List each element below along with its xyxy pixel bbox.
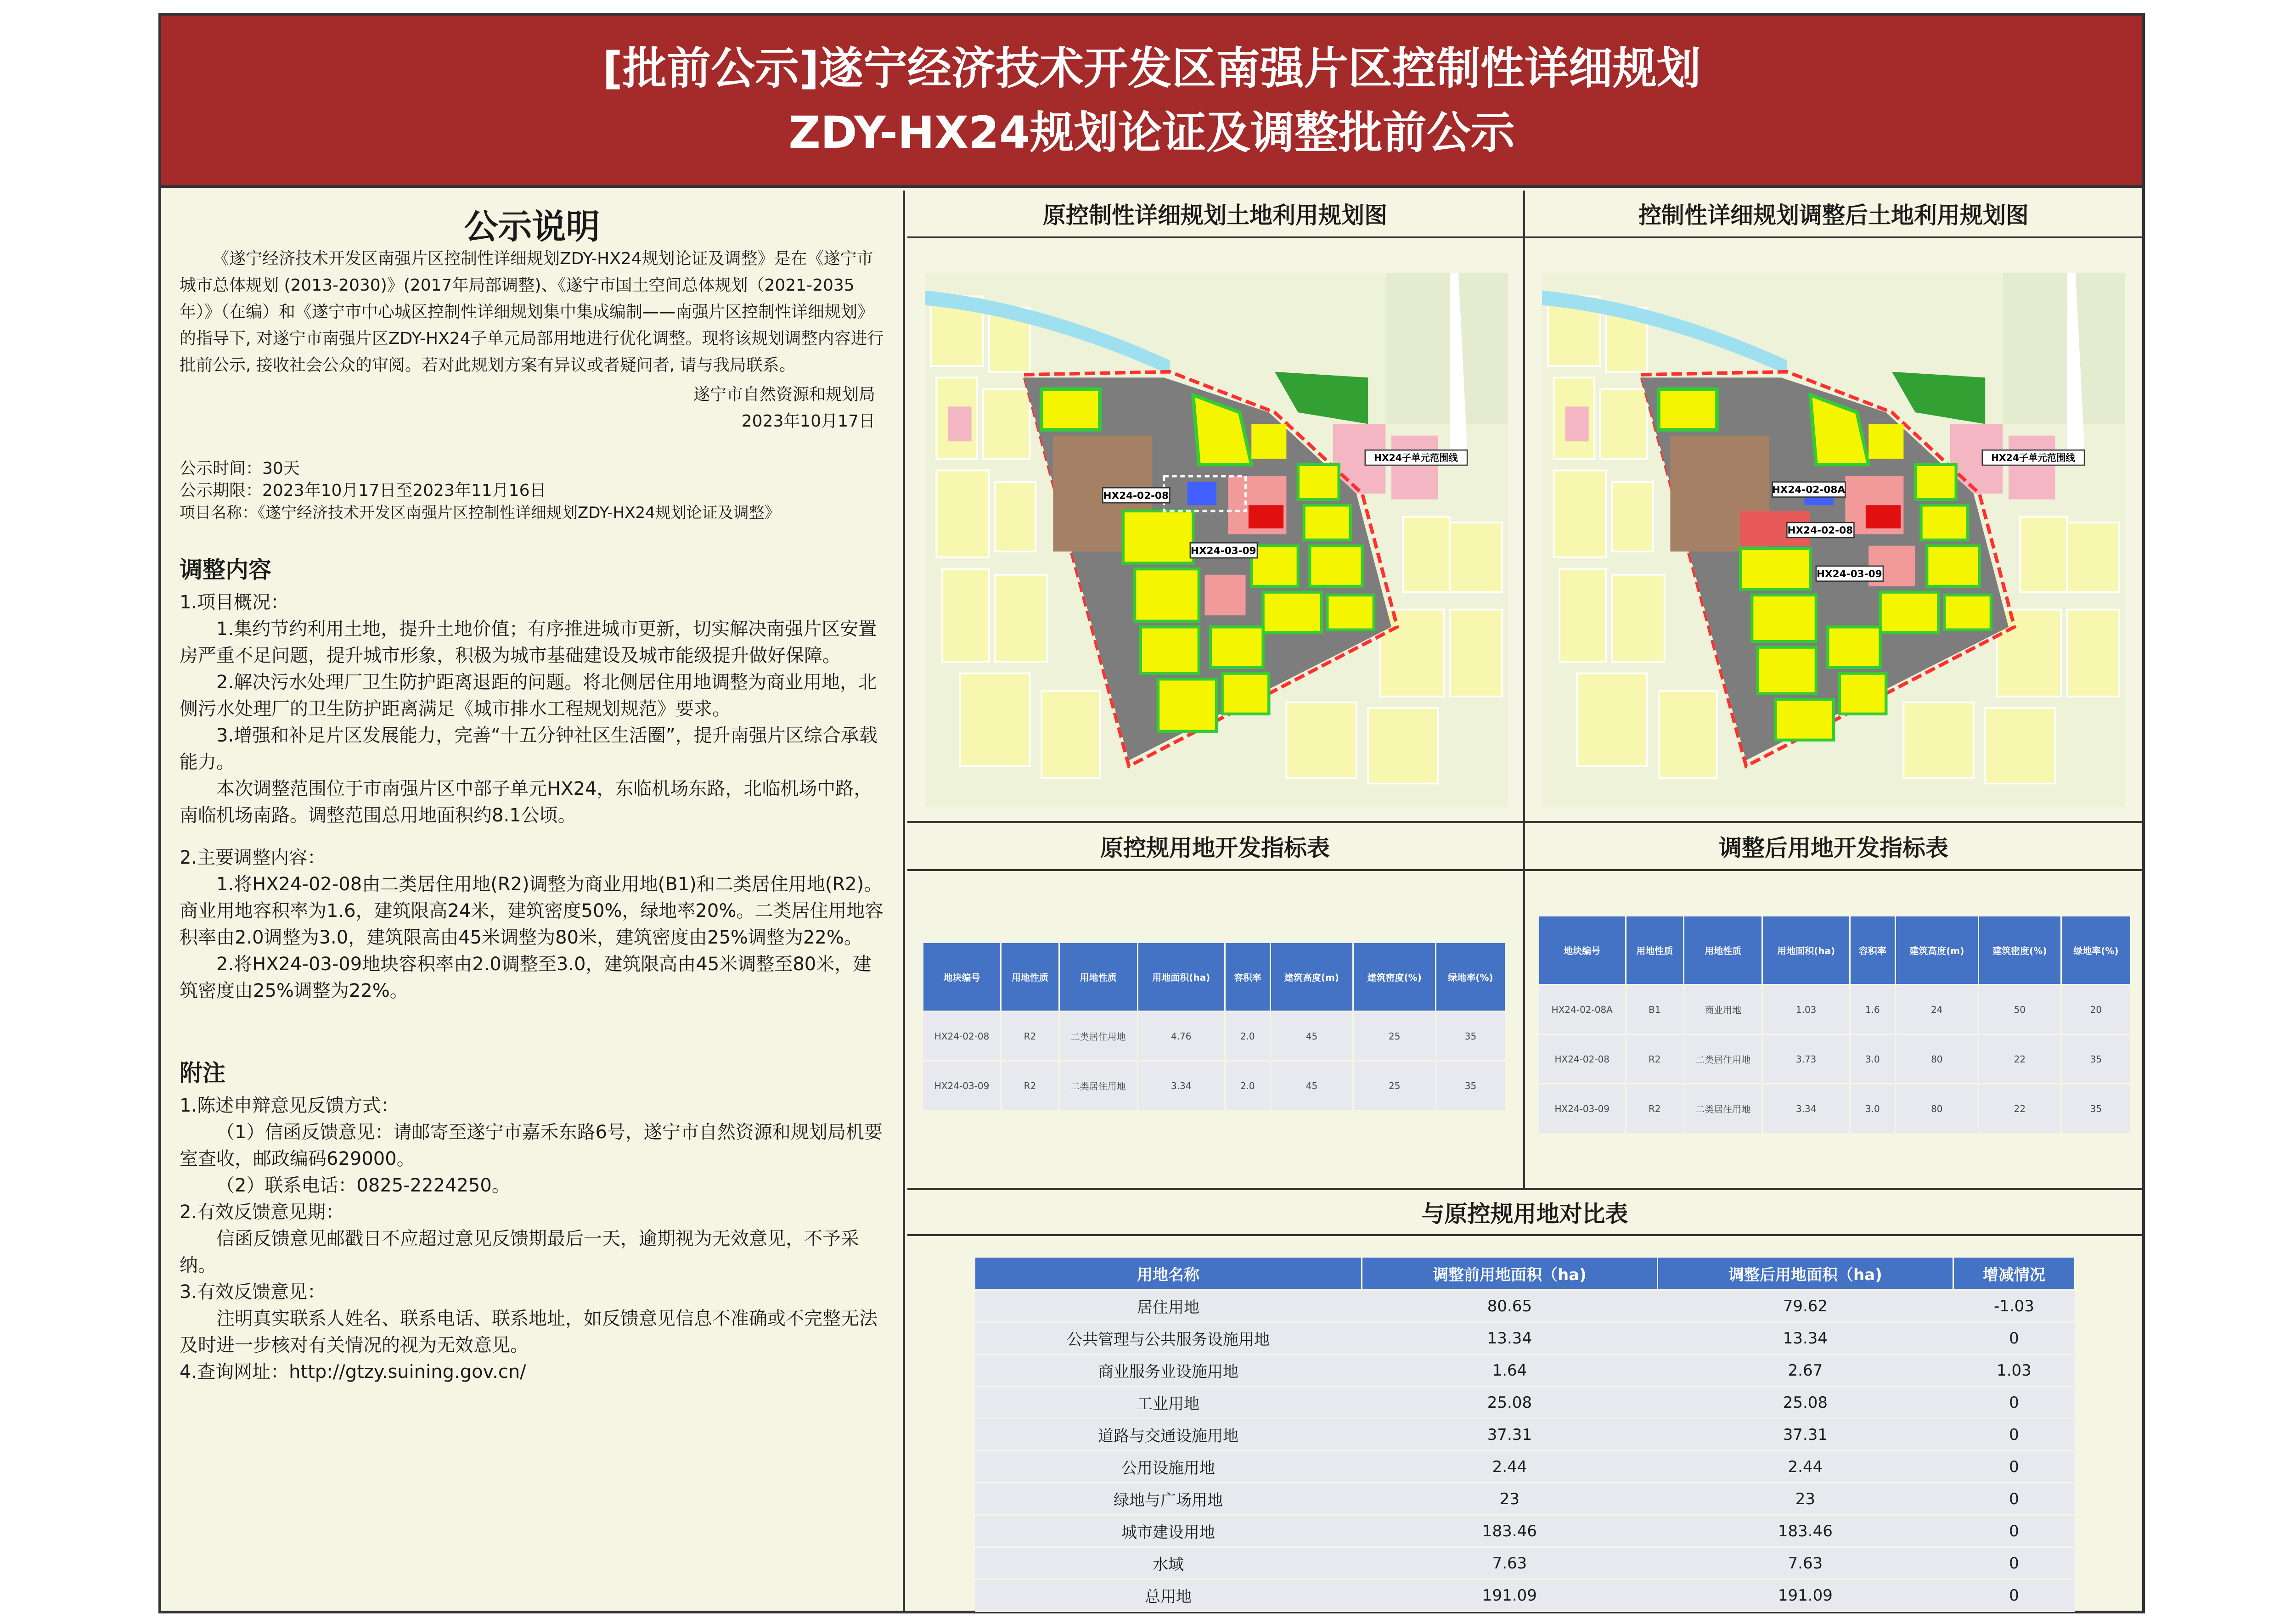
project-name: 项目名称：《遂宁经济技术开发区南强片区控制性详细规划ZDY-HX24规划论证及调整》: [180, 504, 780, 522]
table-row: [975, 1451, 2075, 1483]
overview-title: 1.项目概况：: [180, 592, 289, 613]
table-row: [923, 1061, 1506, 1111]
overview-point: 1.集约节约利用土地，提升土地价值；有序推进城市更新，切实解决南强片区安置房严重不足问题，提升城市形象，积极为城市基础建设及城市能级提升做好保障。: [180, 618, 877, 666]
original-index-title: 原控规用地开发指标表: [907, 823, 1523, 871]
query-url[interactable]: 4.查询网址：http://gtzy.suining.gov.cn/: [180, 1361, 526, 1382]
issue-date: 2023年10月17日: [741, 412, 875, 431]
boundary-label: HX24子单元范围线: [1373, 452, 1458, 464]
table-row: [975, 1515, 2075, 1547]
cell: 3.73: [1762, 1034, 1850, 1084]
cell: R2: [1626, 1084, 1684, 1134]
adjustment-heading: 调整内容: [180, 556, 271, 583]
notice-heading: 公示说明: [464, 207, 600, 247]
cell: R2: [1001, 1011, 1059, 1061]
note-line: 2.有效反馈意见期：: [180, 1202, 344, 1223]
col-header: 增减情况: [1953, 1257, 2075, 1290]
adjusted-index-table: [1538, 915, 2132, 1134]
note-line: 3.有效反馈意见：: [180, 1281, 326, 1303]
cell: 191.09: [1362, 1579, 1657, 1612]
comparison-table: [974, 1256, 2076, 1612]
map-label-original: HX24-03-09: [1190, 545, 1256, 557]
note-line: 1.陈述申辩意见反馈方式：: [180, 1095, 400, 1116]
cell: 20: [2061, 985, 2131, 1034]
cell: -1.03: [1953, 1290, 2075, 1322]
col-header: 绿地率(%): [1436, 943, 1506, 1011]
map-label-original: HX24-02-08: [1103, 490, 1169, 502]
note-line: 信函反馈意见邮戳日不应超过意见反馈期最后一天，逾期视为无效意见，不予采纳。: [180, 1228, 859, 1276]
main-adjust-point: 2.将HX24-03-09地块容积率由2.0调整至3.0，建筑限高由45米调整至80米，建筑密度由25%调整为22%。: [180, 954, 872, 1001]
note-line: 注明真实联系人姓名、联系电话、联系地址，如反馈意见信息不准确或不完整无法及时进一步核对有关情况的视为无效意见。: [180, 1308, 878, 1356]
cell: 0: [1953, 1515, 2075, 1547]
cell: 1.6: [1850, 985, 1895, 1034]
cell: HX24-02-08: [1539, 1034, 1626, 1084]
cell: 绿地与广场用地: [975, 1483, 1362, 1515]
cell: 45: [1270, 1011, 1353, 1061]
cell: 2.44: [1362, 1451, 1657, 1483]
cell: R2: [1001, 1061, 1059, 1111]
map-label-adjusted: HX24-03-09: [1816, 568, 1882, 580]
cell: 总用地: [975, 1579, 1362, 1612]
cell: 23: [1657, 1483, 1953, 1515]
notice-column: [161, 191, 905, 1611]
cell: 工业用地: [975, 1387, 1362, 1419]
note-line: （2）联系电话：0825-2224250。: [216, 1175, 510, 1196]
cell: 公用设施用地: [975, 1451, 1362, 1483]
cell: 35: [1436, 1011, 1506, 1061]
col-header: 地块编号: [1539, 916, 1626, 985]
cell: 居住用地: [975, 1290, 1362, 1322]
cell: 1.64: [1362, 1354, 1657, 1387]
plans-column: [907, 191, 2142, 1611]
cell: 7.63: [1362, 1547, 1657, 1579]
cell: 80: [1895, 1034, 1978, 1084]
col-header: 用地性质: [1684, 916, 1762, 985]
cell: 22: [1978, 1084, 2061, 1134]
comparison-title: 与原控规用地对比表: [907, 1190, 2142, 1236]
cell: 37.31: [1657, 1419, 1953, 1451]
notice-paragraph: 《遂宁经济技术开发区南强片区控制性详细规划ZDY-HX24规划论证及调整》是在《遂宁市城市总体规划 (2013-2030)》(2017年局部调整)、《遂宁市国土空间总体规划（2021-2035年）》（在编）和《遂宁市中心城区控制性详细规划集中集成编制——南强片区控制性详细规划》的指导下, 对遂宁市南强片区ZDY-HX24子单元局部用地进行优化调整。现将该规划调整内容进行批前公示, 接收社会公众的审阅。若对此规划方案有异议或者疑问者, 请与我局联系。: [180, 249, 884, 375]
col-header: 绿地率(%): [2061, 916, 2131, 985]
title-line-2: ZDY-HX24规划论证及调整批前公示: [788, 107, 1515, 158]
cell: 2.44: [1657, 1451, 1953, 1483]
col-header: 用地面积(ha): [1137, 943, 1225, 1011]
original-land-use-map: [925, 273, 1508, 807]
cell: 22: [1978, 1034, 2061, 1084]
page-header: [161, 16, 2142, 188]
cell: 0: [1953, 1322, 2075, 1354]
cell: 商业服务业设施用地: [975, 1354, 1362, 1387]
original-map-title: 原控制性详细规划土地利用规划图: [907, 191, 1523, 238]
col-header: 建筑密度(%): [1978, 916, 2061, 985]
col-header: 建筑高度(m): [1270, 943, 1353, 1011]
table-row: [975, 1387, 2075, 1419]
table-header-row: [923, 943, 1506, 1011]
cell: 0: [1953, 1579, 2075, 1612]
table-row: [1539, 1084, 2131, 1134]
col-header: 用地性质: [1059, 943, 1137, 1011]
table-row: [1539, 1034, 2131, 1084]
cell: HX24-02-08A: [1539, 985, 1626, 1034]
cell: 2.0: [1225, 1011, 1270, 1061]
adjusted-land-use-map: [1542, 273, 2125, 807]
table-row: [975, 1290, 2075, 1322]
table-header-row: [1539, 916, 2131, 985]
main-adjust-title: 2.主要调整内容：: [180, 847, 326, 868]
table-row: [923, 1011, 1506, 1061]
original-index-table: [922, 942, 1506, 1111]
adjusted-map-title: 控制性详细规划调整后土地利用规划图: [1525, 191, 2142, 238]
main-adjust-point: 1.将HX24-02-08由二类居住用地(R2)调整为商业用地(B1)和二类居住用地(R2)。商业用地容积率为1.6，建筑限高24米，建筑密度50%，绿地率20%。二类居住用地容积率由2.0调整为3.0，建筑限高由45米调整为80米，建筑密度由25%调整为22%。: [180, 874, 884, 948]
table-row: [975, 1419, 2075, 1451]
col-header: 用地性质: [1626, 916, 1684, 985]
cell: B1: [1626, 985, 1684, 1034]
cell: 13.34: [1657, 1322, 1953, 1354]
cell: 25: [1353, 1061, 1436, 1111]
cell: 0: [1953, 1483, 2075, 1515]
cell: 45: [1270, 1061, 1353, 1111]
cell: 0: [1953, 1451, 2075, 1483]
notes-heading: 附注: [180, 1060, 225, 1086]
table-row: [975, 1547, 2075, 1579]
cell: 7.63: [1657, 1547, 1953, 1579]
cell: 80.65: [1362, 1290, 1657, 1322]
cell: 0: [1953, 1419, 2075, 1451]
table-row: [1539, 985, 2131, 1034]
cell: 13.34: [1362, 1322, 1657, 1354]
col-header: 调整前用地面积（ha): [1362, 1257, 1657, 1290]
cell: 183.46: [1362, 1515, 1657, 1547]
cell: HX24-03-09: [1539, 1084, 1626, 1134]
cell: 1.03: [1953, 1354, 2075, 1387]
cell: 3.34: [1762, 1084, 1850, 1134]
cell: 3.0: [1850, 1034, 1895, 1084]
cell: 2.67: [1657, 1354, 1953, 1387]
cell: 0: [1953, 1387, 2075, 1419]
cell: 二类居住用地: [1684, 1034, 1762, 1084]
overview-point: 3.增强和补足片区发展能力，完善“十五分钟社区生活圈”，提升南强片区综合承载能力。: [180, 725, 878, 773]
issuer-name: 遂宁市自然资源和规划局: [693, 385, 875, 404]
cell: 1.03: [1762, 985, 1850, 1034]
cell: HX24-03-09: [923, 1061, 1001, 1111]
cell: 35: [2061, 1034, 2131, 1084]
table-row: [975, 1483, 2075, 1515]
cell: 37.31: [1362, 1419, 1657, 1451]
notice-duration: 公示时间：30天: [180, 459, 300, 478]
notice-period: 公示期限：2023年10月17日至2023年11月16日: [180, 481, 546, 500]
map-label-adjusted: HX24-02-08: [1787, 525, 1853, 537]
cell: 191.09: [1657, 1579, 1953, 1612]
cell: 二类居住用地: [1059, 1011, 1137, 1061]
cell: 25.08: [1362, 1387, 1657, 1419]
cell: R2: [1626, 1034, 1684, 1084]
cell: 25.08: [1657, 1387, 1953, 1419]
cell: HX24-02-08: [923, 1011, 1001, 1061]
col-header: 调整后用地面积（ha): [1657, 1257, 1953, 1290]
cell: 二类居住用地: [1059, 1061, 1137, 1111]
cell: 公共管理与公共服务设施用地: [975, 1322, 1362, 1354]
col-header: 用地性质: [1001, 943, 1059, 1011]
table-header-row: [975, 1257, 2075, 1290]
cell: 3.34: [1137, 1061, 1225, 1111]
boundary-label: HX24子单元范围线: [1991, 452, 2075, 464]
col-header: 用地名称: [975, 1257, 1362, 1290]
adjusted-index-title: 调整后用地开发指标表: [1525, 823, 2142, 871]
cell: 50: [1978, 985, 2061, 1034]
map-label-adjusted: HX24-02-08A: [1772, 484, 1846, 496]
cell: 25: [1353, 1011, 1436, 1061]
cell: 79.62: [1657, 1290, 1953, 1322]
cell: 23: [1362, 1483, 1657, 1515]
col-header: 建筑高度(m): [1895, 916, 1978, 985]
cell: 2.0: [1225, 1061, 1270, 1111]
cell: 水域: [975, 1547, 1362, 1579]
cell: 3.0: [1850, 1084, 1895, 1134]
cell: 4.76: [1137, 1011, 1225, 1061]
col-header: 建筑密度(%): [1353, 943, 1436, 1011]
cell: 24: [1895, 985, 1978, 1034]
cell: 二类居住用地: [1684, 1084, 1762, 1134]
table-row: [975, 1322, 2075, 1354]
cell: 城市建设用地: [975, 1515, 1362, 1547]
table-row: [975, 1354, 2075, 1387]
cell: 35: [2061, 1084, 2131, 1134]
cell: 80: [1895, 1084, 1978, 1134]
table-row: [975, 1579, 2075, 1612]
title-line-1: [批前公示]遂宁经济技术开发区南强片区控制性详细规划: [602, 42, 1701, 94]
overview-point: 本次调整范围位于市南强片区中部子单元HX24，东临机场东路，北临机场中路，南临机场南路。调整范围总用地面积约8.1公顷。: [180, 778, 872, 826]
cell: 道路与交通设施用地: [975, 1419, 1362, 1451]
col-header: 容积率: [1225, 943, 1270, 1011]
cell: 183.46: [1657, 1515, 1953, 1547]
cell: 0: [1953, 1547, 2075, 1579]
col-header: 地块编号: [923, 943, 1001, 1011]
cell: 35: [1436, 1061, 1506, 1111]
cell: 商业用地: [1684, 985, 1762, 1034]
col-header: 容积率: [1850, 916, 1895, 985]
notice-board: [158, 13, 2145, 1613]
overview-point: 2.解决污水处理厂卫生防护距离退距的问题。将北侧居住用地调整为商业用地，北侧污水处理厂的卫生防护距离满足《城市排水工程规划规范》要求。: [180, 672, 877, 719]
col-header: 用地面积(ha): [1762, 916, 1850, 985]
note-line: （1）信函反馈意见：请邮寄至遂宁市嘉禾东路6号，遂宁市自然资源和规划局机要室查收，邮政编码629000。: [180, 1122, 883, 1169]
